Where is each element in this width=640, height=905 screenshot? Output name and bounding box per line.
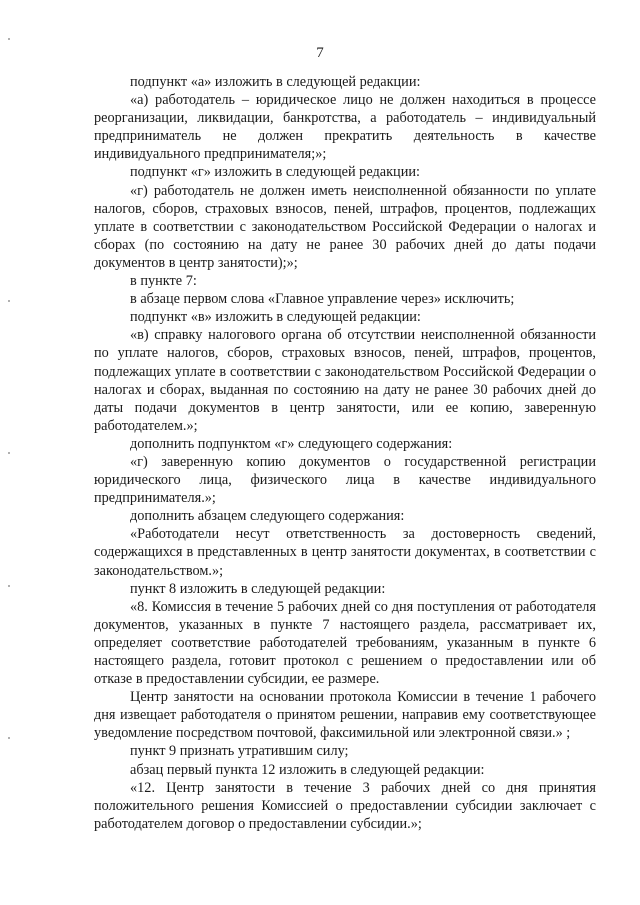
paragraph: «г) работодатель не должен иметь неисполненной обязанности по уплате налогов, сборов, страховых взносов, пеней, штрафов, процентов, подлежащих уплате в соответствии с законодательством Российской Федерации о налогах и сборах (по состоянию на дату не ранее 30 рабочих дней до даты подачи документов в центр занятости);»; bbox=[94, 182, 596, 271]
paragraph: «в) справку налогового органа об отсутствии неисполненной обязанности по уплате налогов, сборов, страховых взносов, пеней, штрафов, процентов, подлежащих уплате в соответствии с законодательством Российской Федерации о налогах и сборах, выданная по состоянию на дату не ранее 30 рабочих дней до даты подачи документов в центр занятости, или ее копию, заверенную работодателем.»; bbox=[94, 327, 596, 434]
paragraph: в пункте 7: bbox=[130, 273, 197, 290]
paragraph: пункт 9 признать утратившим силу; bbox=[130, 743, 349, 760]
paragraph: дополнить подпунктом «г» следующего содержания: bbox=[130, 435, 453, 452]
paragraph: «а) работодатель – юридическое лицо не должен находиться в процессе реорганизации, ликвидации, банкротства, а работодатель – индивидуальный предприниматель не должен прекратить деятельность в качестве индивидуального предпринимателя;»; bbox=[94, 92, 596, 163]
scan-mark bbox=[8, 300, 10, 302]
paragraph: Центр занятости на основании протокола Комиссии в течение 1 рабочего дня извещает работодателя о принятом решении, направив ему соответствующее уведомление посредством почтовой, факсимильной или электронной связи.» ; bbox=[94, 689, 596, 742]
paragraph: абзац первый пункта 12 изложить в следующей редакции: bbox=[130, 761, 485, 778]
paragraph: в абзаце первом слова «Главное управление через» исключить; bbox=[130, 291, 515, 308]
scan-mark bbox=[8, 737, 10, 739]
paragraph: подпункт «г» изложить в следующей редакции: bbox=[130, 164, 420, 181]
document-body bbox=[94, 73, 596, 833]
paragraph: дополнить абзацем следующего содержания: bbox=[130, 508, 405, 525]
scan-mark bbox=[8, 38, 10, 40]
paragraph: «г) заверенную копию документов о государственной регистрации юридического лица, физического лица в качестве индивидуального предпринимателя.»; bbox=[94, 453, 596, 507]
paragraph: «Работодатели несут ответственность за достоверность сведений, содержащихся в представленных в центр занятости документах, в соответствии с законодательством.»; bbox=[94, 526, 596, 579]
paragraph: «8. Комиссия в течение 5 рабочих дней со дня поступления от работодателя документов, указанных в пункте 7 настоящего раздела, рассматривает их, определяет соответствие работодателей требованиям, указанным в пункте 6 настоящего раздела, готовит протокол с решением о предоставлении или об отказе в предоставлении субсидии, ее размере. bbox=[94, 598, 596, 688]
paragraph: подпункт «в» изложить в следующей редакции: bbox=[130, 309, 421, 326]
page-number: 7 bbox=[316, 45, 324, 61]
paragraph: «12. Центр занятости в течение 3 рабочих дней со дня принятия положительного решения Комиссией о предоставлении субсидии заключает с работодателем договор о предоставлении субсидии.»; bbox=[94, 779, 596, 832]
paragraph: подпункт «а» изложить в следующей редакции: bbox=[130, 74, 421, 90]
scan-mark bbox=[8, 585, 10, 587]
scan-mark bbox=[8, 452, 10, 454]
paragraph: пункт 8 изложить в следующей редакции: bbox=[130, 580, 386, 597]
